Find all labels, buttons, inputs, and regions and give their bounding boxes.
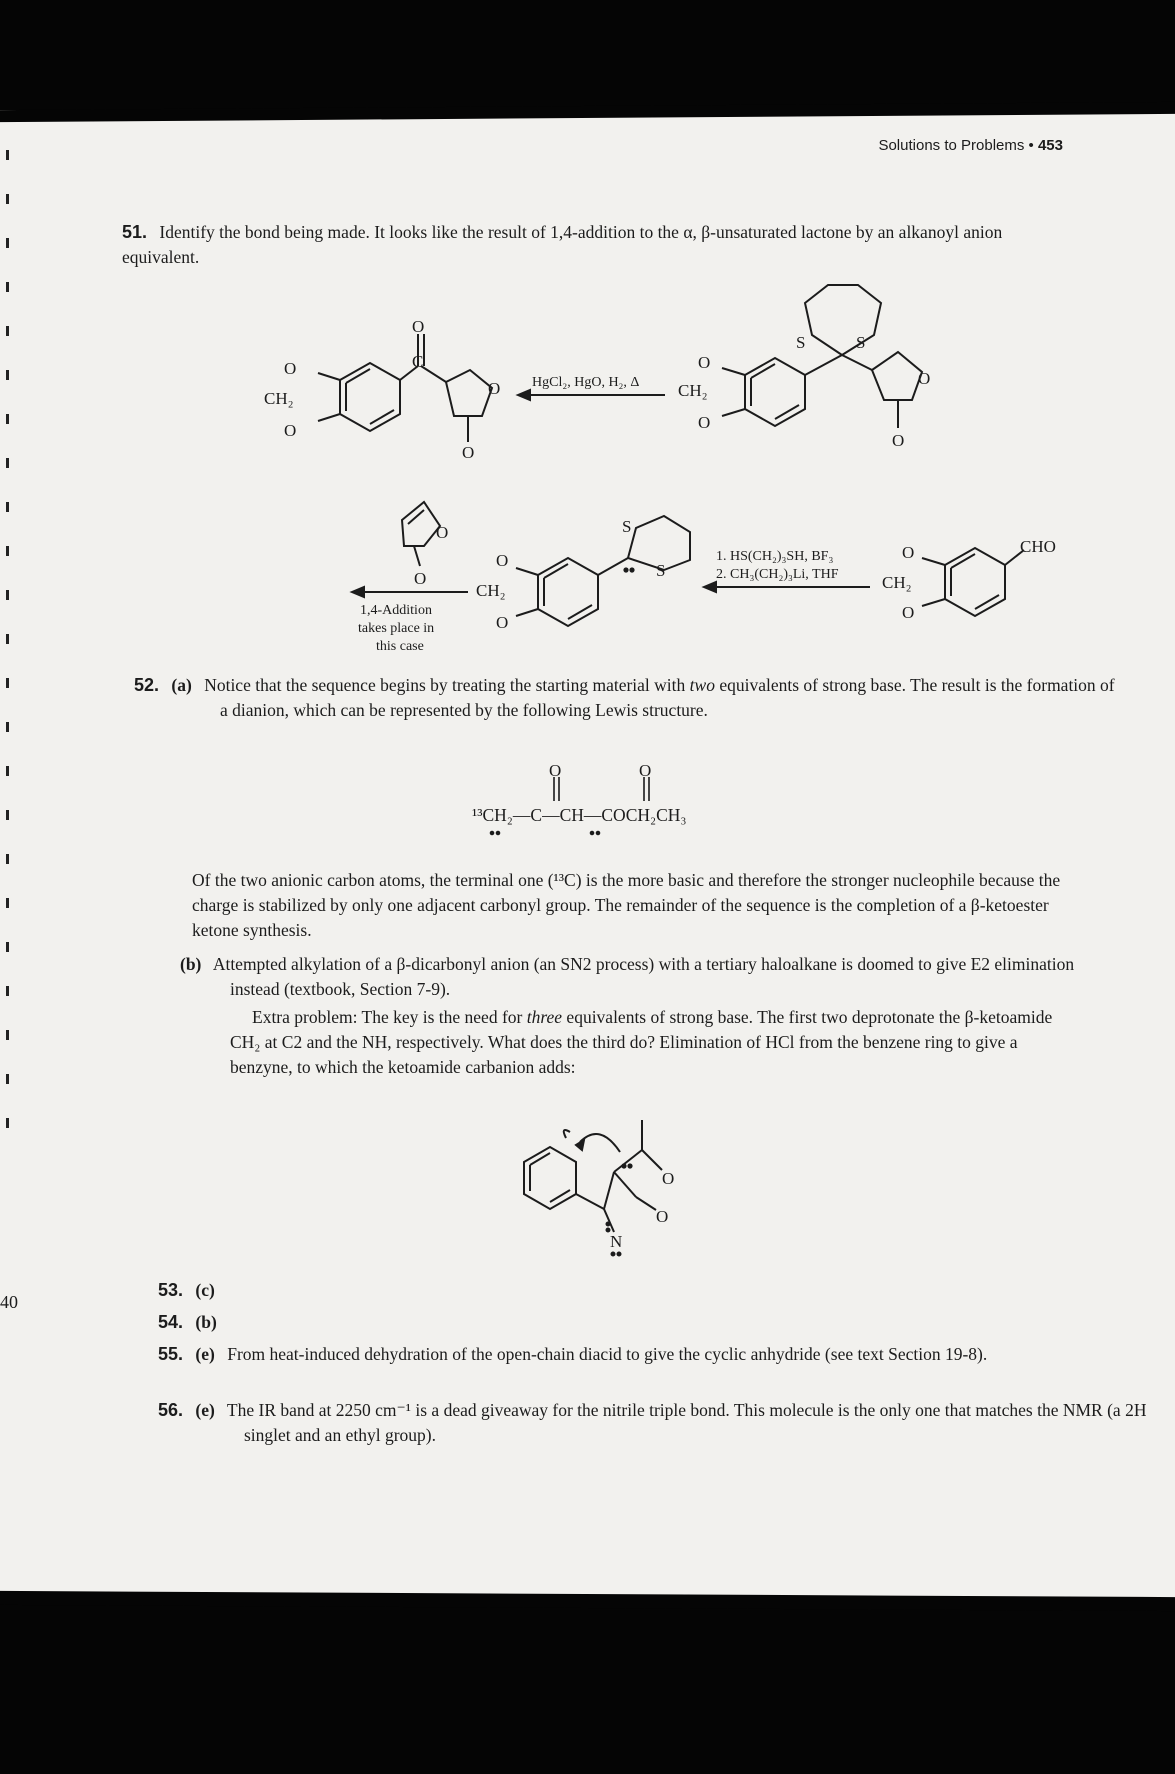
atom-CH2: CH₂ <box>678 381 708 400</box>
piperonal <box>882 537 1056 622</box>
problem-number: 56. <box>158 1400 184 1420</box>
problem-number: 51. <box>122 222 148 242</box>
atom-O: O <box>918 369 931 388</box>
note-line: 1,4-Addition <box>360 603 432 618</box>
problem-52a <box>134 673 1120 723</box>
atom-O: O <box>414 569 427 588</box>
part-label: (a) <box>171 675 192 695</box>
atom-O: O <box>698 413 711 432</box>
atom-O: O <box>892 431 905 450</box>
atom-O: O <box>902 543 915 562</box>
atom-C: C <box>412 352 424 371</box>
reaction-arrow-thioacetal <box>704 549 870 592</box>
atom-O: O <box>698 353 711 372</box>
cut-off-page-number: 40 <box>0 1292 18 1312</box>
running-head-bullet: • <box>1028 137 1034 154</box>
problem-number: 54. <box>158 1312 184 1332</box>
atom-CH2: CH₂ <box>882 573 912 592</box>
atom-S: S <box>796 333 806 352</box>
atom-O: O <box>902 603 915 622</box>
answer-54 <box>158 1310 1058 1335</box>
note-line: takes place in <box>358 621 435 636</box>
answer-text: The IR band at 2250 cm⁻¹ is a dead giveaway for the nitrile triple bond. This molecule is the only one that matches the NMR (a 2H singlet and an ethyl group). <box>226 1400 1147 1445</box>
answer-56 <box>158 1398 1174 1448</box>
answer-label: (e) <box>195 1400 215 1420</box>
atom-O: O <box>496 551 509 570</box>
atom-O: O <box>284 421 297 440</box>
part-a-text: equivalents of strong base. The result is the formation of a dianion, which can be represented by the following Lewis structure. <box>220 675 1115 720</box>
atom-N: N <box>610 1232 623 1251</box>
answer-label: (b) <box>195 1312 217 1332</box>
problem-number: 53. <box>158 1280 184 1300</box>
problem-number: 55. <box>158 1344 184 1364</box>
paragraph: Of the two anionic carbon atoms, the terminal one (¹³C) is the more basic and therefore the stronger nucleophile because the charge is stabilized by only one adjacent carbonyl group. The remainder of the sequence is the completion of a β-ketoester ketone synthesis. <box>192 870 1061 940</box>
running-head <box>878 137 1063 154</box>
atom-O: O <box>436 523 449 542</box>
extra-text: Extra problem: The key is the need for <box>252 1007 523 1027</box>
note-line: this case <box>376 639 424 654</box>
reaction-arrow-addition <box>352 587 468 654</box>
answer-55 <box>158 1342 1124 1367</box>
problem-52-discussion <box>192 868 1080 943</box>
benzyne-addition-structure <box>510 1112 730 1262</box>
extra-problem <box>230 1005 1080 1080</box>
reaction-arrow-hydrolysis <box>518 375 665 400</box>
dianion-lewis-structure <box>470 765 790 845</box>
problem-number: 52. <box>134 675 160 695</box>
answer-label: (e) <box>195 1344 215 1364</box>
atom-O: O <box>284 359 297 378</box>
atom-O: O <box>639 765 652 780</box>
page-number: 453 <box>1037 137 1063 154</box>
atom-O: O <box>496 613 509 632</box>
reagent-label: 2. CH₃(CH₂)₃Li, THF <box>716 567 839 582</box>
answer-label: (c) <box>195 1280 215 1300</box>
retrosynthesis-scheme <box>0 270 1175 660</box>
atom-CH2: CH₂ <box>476 581 506 600</box>
part-a-text: Notice that the sequence begins by treating the starting material with <box>204 675 686 695</box>
emphasis: three <box>526 1007 563 1027</box>
part-b-text: Attempted alkylation of a β-dicarbonyl anion (an SN2 process) with a tertiary haloalkane is doomed to give E2 elimination instead (textbook, Section 7-9). <box>212 954 1075 999</box>
problem-text: Identify the bond being made. It looks like the result of 1,4-addition to the α, β-unsaturated lactone by an alkanoyl anion equivalent. <box>122 222 1003 267</box>
problem-51 <box>122 220 1062 270</box>
running-head-title: Solutions to Problems <box>878 137 1025 154</box>
dithiane-anion <box>476 516 690 632</box>
scan-border-bottom <box>0 1604 1175 1774</box>
problem-52b <box>180 952 1120 1002</box>
atom-O: O <box>462 443 475 462</box>
atom-S: S <box>656 561 666 580</box>
lewis-formula: ¹³CH₂—C—CH—COCH₂CH₃ <box>472 805 687 825</box>
reagent-label: 1. HS(CH₂)₃SH, BF₃ <box>716 549 834 564</box>
atom-S: S <box>622 517 632 536</box>
product-ketone-lactone <box>264 317 500 462</box>
dithiane-adduct <box>678 285 930 450</box>
answer-text: From heat-induced dehydration of the open-chain diacid to give the cyclic anhydride (see text Section 19-8). <box>227 1344 988 1364</box>
atom-CH2: CH₂ <box>264 389 294 408</box>
atom-S: S <box>856 333 866 352</box>
butenolide <box>402 502 448 588</box>
atom-O: O <box>662 1169 675 1188</box>
atom-O: O <box>412 317 425 336</box>
atom-O: O <box>488 379 501 398</box>
extra-text: equivalents of strong base. The first two deprotonate the β-ketoamide CH₂ at C2 and the NH, respectively. What does the third do? Elimination of HCl from the benzene ring to give a benzyne, to which the ketoamide carbanion adds: <box>230 1007 1053 1077</box>
atom-CHO: CHO <box>1020 537 1056 556</box>
reagent-label: HgCl₂, HgO, H₂, Δ <box>532 375 640 390</box>
atom-O: O <box>656 1207 669 1226</box>
atom-O: O <box>549 765 562 780</box>
part-label: (b) <box>180 954 202 974</box>
emphasis: two <box>689 675 715 695</box>
answer-53 <box>158 1278 1058 1303</box>
scan-border-top <box>0 0 1175 110</box>
